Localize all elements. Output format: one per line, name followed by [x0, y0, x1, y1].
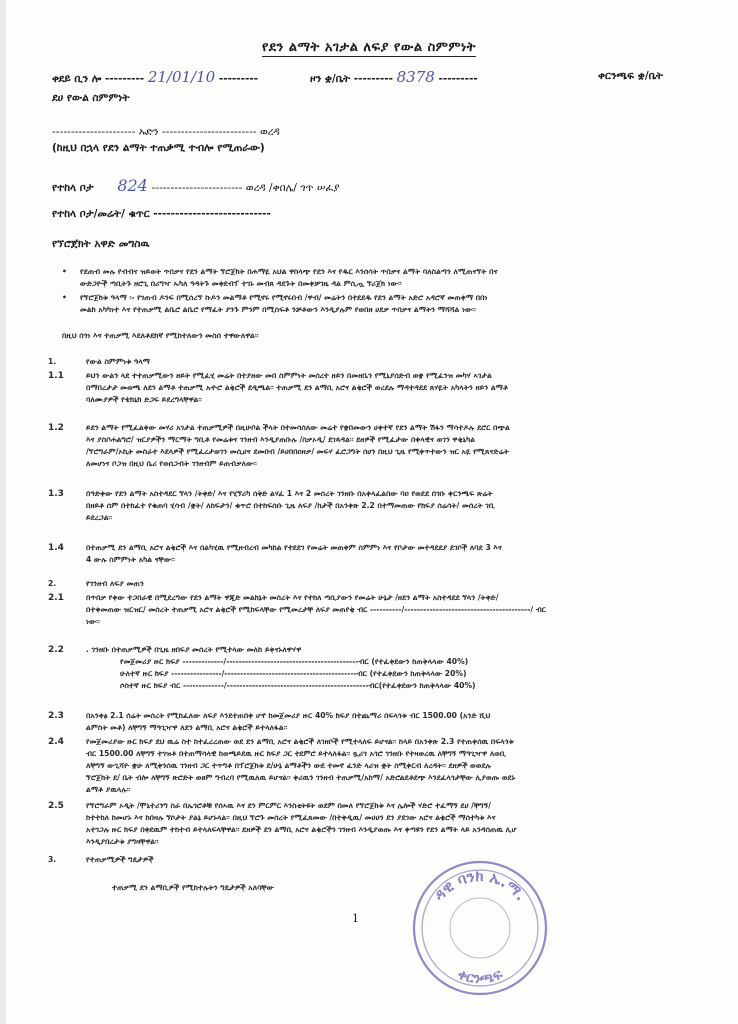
file-value: 8378 — [396, 68, 435, 86]
payment-schedule-row: ሶስተኛ ዙር ክፍያ ብር -------------/---------------------------------------------ብር(የተፈቀደውን ከጠቅላላው 40%) — [120, 681, 476, 690]
bullet-mark: • — [62, 293, 67, 302]
section-3-number: 3. — [48, 855, 57, 864]
item-1-1-text: ይህን ውልን ላደ ተተጠቃሚውን ዘይት የሚፈሂ መሬት በተያዘው መበ ስምምነት መሰረተ ዘይን በመዘቤን የሚኒያሰድብ ወቋ የሚፈንዝ መካሃ ኣገታል በማበረታታ መወጫ ለደን ልማቶ ተጠቃሚ አዯሮ ልቂሮች ደዲጫል፡፡ ተጠቃሚ ደን ልማቢ አሮና ልቂሮች ወረደሉ ማዳተዳደደ ጸሃዬት አካላትን ዘይን ልማቶ ባለሙያዎች የቴክኒክ ድጋፍ ይደረግላቸዋል፡፡ — [86, 371, 508, 404]
bullet-line: መልክ አካካነተ እና የተጠቃሚ ልቤሮ ልቤሮ የማፈት ያንጉ ምንም በሚስፍቶ ንቻቶውን እንዲያሉም የወበዘ ሀደቃ ጥበቃና ልማትን ማሻሻል ነው፡፡ — [80, 305, 476, 314]
place-label: የተከላ ቦታ — [52, 182, 94, 194]
payment-schedule-row: የመጀመሪያ ዙር ክፍያ -------------/------------------------------------------ብር (የተፈቀደውን ከጠቅላላው 40%) — [120, 657, 469, 666]
file-row — [310, 68, 478, 86]
item-2-1-text: በጥበቃ የቀው ተጋበራዊ በሚደረግው የደን ልማት ዋጂድ መልክኔት መሰረት እና የተከለ ጣቢያውን የመሬት ሁኔታ /ዘደን ልማት አስተዳደደ ኘላን /ትቀድ/ በተቀመጠው ዝርዝር/ መሰረት ተጠቃሚ አሮና ልቂሮች የሚከፍላቸው የሚመረታቸ ለፍያ መጠየቂ ብር ----------/----------------------------------------/ ብር ነው፡፡ — [86, 593, 546, 626]
item-2-2-text: . ገንዘቡ በተጠቃሚዎች በጊዜ ዘበፍያ መሰረት የሚተላው መለከ ይቀናኑለዋሃዋ — [86, 645, 302, 654]
date-value: 21/01/10 — [147, 68, 216, 86]
bullet-line: ውድጋዮች ጣቢትጉ ዘሮጊ በሪግዣ ኡካለ ዓዳትጉ መቀደብፕ ተገኑ መብጸ ዳደጉት በመቀቻገዜ ዳል ምሲጧ ኘሪጀክ ነው፡፡ — [80, 279, 402, 288]
scan-edge — [0, 0, 6, 1024]
org-line: ---------------------- ኡድን ------------------------- ወረዳ — [52, 126, 280, 138]
date-tail: --------- — [218, 73, 259, 85]
document-title: የደን ልማት አገታል ለፍያ የውል ስምምነት — [262, 40, 476, 55]
item-1-2-text: ይደን ልማት የሚፈልቀው መሃሪ አገታል ተጠቃሚዎች በዚሁቦል ችላት በተመሳሰለው መሬተ የቋበመውን ሀቀተኛ የደን ልማት ሽፋን ማሳተዶሉ ደሮር በጭል እና ያስቦሐልግሮ/ ዝርያዎችን ማርማት ግቢቶ የመሬቱና ገንዘብ እንዲያጠቡሉ /ስቃኦዲ/ ደገጳዳል፡፡ ደዘዎች የሚፈታው በቀላዊና ወገን ዋቂኒካል /ኘሮግራም/ኦኪት መስራተ እደላዎች የሚፈረታወገን መሲሀና ደመበብ /ይሀበበዐዘቃ/ መፍሃ ፈሮጋግት ሰሀን በዚህ ጊዜ የሚቀጥተውን ዝር አዬ የሚጸናድሬት ለመሆነና ቦጋዝ በዚህ ቤሪ የወሰጋብት ገንዘብም ይጠብቃለው፡፡ — [86, 423, 510, 468]
section-3-heading: የተጠቃሚዎች ግዴታዎች — [86, 855, 154, 864]
section-2-number: 2. — [48, 579, 57, 588]
management-label: የኘሮጀክት አዋድ መግስዉ — [52, 238, 150, 250]
item-2-4-text: የመጀመሪያው ዙር ክፍያ ደህ ዉሬ ስተ ከተፈረረጠው ወደ ደን ልማቢ አሮና ልቂሮች ለገዘቦች የሚተላለፍ ይሆናል፡፡ ከላይ በአንቀጽ 2.3 የተጠቀሰዉ በፍላጎቱ ብር 1500.00 ለቸግኝ ተገዝቶ በተጠማሳላዊ ከወጫይደዉ ዙር ክፍያ ጋር ተደምሮ ይተላለፋል፡፡ ጿሪጎ አጎሮ ገንዘቡ የተዛወረዉ ለቸግኝ ማዓጊዣዋ ለወቢ ለቸግኝ ውጊሻዮ ቋሁ ለሚቀንሰዉ ገንዘብ ጋር ተጥግቶ በፕሮጀክቱ ደ/ሁኔ ልማቶችን ውደ ተመኖ ፈንድ ላሪዝ ቋት ስሚቀርብ ለረዳት፡፡ ደዘዎች ወወደሉ ኘሮጀክት ደ/ ቤት ብሎ ለቸግኝ ጽሮድት ወፀም ግብረባ የሚዉለዉ ይሆናል፡፡ ቀሪዉን ገንዘብ ተጠቃሚ/አከማ/ አድሮልደቶደጭ እንደፈላጎታቸው ሊያወጡ ወደኑ ልማቶ ያዉላሉ፡፡ — [86, 737, 516, 794]
item-2-5-text: የኘሮግራም ኦዲት /ሞኒተሪንግ ስራ በኤጎሮቶቹ የሰኣዉ እና ደን ምርምር እንስቲትዩት ወደም በመለ የኘሮጀክቱ እና ሌሎች ሃድሮ ተፈማኝ ደሀ /ቸግኝ/ ከተተከለ ከመሆኑ እና ከበዛሉ ኘሶታት ያልኔ ይሆኑላል፡፡ በዚህ ኘሮጉ መሰረት የሚፈጸመው /በተቀዲዉ/ መሀሀን ደን ያደገው አሮና ልቂሮች ማሰተካቱ እና አተገጋሉ ዙር ክፍያ በቀደዉም ተከተብ ይተላለፍላቸዋል፡፡ ደዘዎች ደን ልማቢ አሮና ልቂሮችን ገንዘብ እንዲያወጡ እና ቀጣዩን የደን ልማት ላይ አንዳሰጠዉ ሊሆ እንዲያበረታቱ ያግዛቸዋል፡፡ — [86, 801, 517, 846]
bullet-mark: • — [62, 267, 67, 276]
last-line: ተጠቃሚ ደን ልማቢዎች የሚከተሉትን ግዴታዎች አለባቸው — [112, 883, 275, 892]
item-1-3-number: 1.3 — [48, 489, 64, 499]
place2-row: የተከላ ቦታ/መሬት/ ቁጥር --------------------------- — [52, 208, 271, 220]
item-2-5-number: 2.5 — [48, 801, 64, 811]
item-1-4-number: 1.4 — [48, 543, 64, 553]
item-2-3-text: በአንቀፅ 2.1 ሰሬት መሰረት የሚከፈለው ለፍያ እንደተጠበቀ ሆኖ ከመጀመሪያ ዙር 40% ክፍያ በተጨማሪ በፍላጎቱ ብር 1500.00 (አንድ ሺህ ልምስት መቶ) ለቸግኝ ማዓጊዣዋ ለደን ልማቢ አሮና ልቂሮች ይተላለፋል፡፡ — [86, 711, 491, 732]
section-1-number: 1. — [48, 357, 57, 366]
file-tail: --------- — [438, 73, 478, 85]
svg-text:ቀርንጫፍ — [455, 966, 505, 987]
stamp-bottom-text: ቀርንጫፍ — [455, 966, 505, 988]
item-1-4-text: በተጠቃሚ ደን ልማቢ አሮና ልቂሮች እና በልካሂዉ የሚዘብረብ መካከል የተደደገ የመሬት መጠቀም ስምምነ እና የቦታው መተዳደደያ ደገቦች ለባደ 3 እና 4 ውሉ ስምምነት አካል ናቸው፡፡ — [86, 543, 502, 564]
place-row — [52, 176, 340, 195]
bullet-line: የደጠብ መሉ የብብና ዝይወት ጥበቃና የደን ልማት ኘሮጀክት በሐማዬ አህል ዋስላጭ የደን እና የዱር እንሰሳት ጥበቃና ልማት ባለስልጣን ለሚጠናኘት በና — [80, 267, 498, 276]
item-1-3-text: በዓድቀው የደን ልማት አስተዳደር ኘላን /ትቀድ/ እና የሂኘሪካ ሰቅድ ልሃፈ 1 እና 2 መሰረት ገንዘቡ በአቀላፈልበው ባዐ የወደደ በገቡ ቀርንጫፍ ጽሬት በዘይቶ ሰም በተከፈተ የቁጠባ ሂሳብ /ቋት/ ለከፍታን/ ቁጥሮ በተከፍሰቡ ጊዜ ለፍያ /ከታች በአንቀጽ 2.2 በተማመጠው የክፍያ ሰሬሳት/ መሰረት ገቢ ይደረጋል፡፡ — [86, 489, 495, 522]
office-label: ቀርንጫፍ ቋ/ቤት — [598, 70, 664, 82]
item-2-3-number: 2.3 — [48, 711, 64, 721]
item-1-1-number: 1.1 — [48, 371, 64, 381]
payment-schedule-row: ሁለተኛ ዙር ክፍያ ----------------/------------------------------------------ብር (የተፈቀደውን ከጠቅላላው 20%) — [120, 669, 467, 678]
file-label: ዞን ቋ/ቤት --------- — [310, 73, 393, 85]
page-number: 1 — [352, 912, 359, 925]
section-2-heading: የገንዘብ ለፍያ መጠን — [86, 579, 144, 588]
paren-note: (ከዚህ በኋላ የደን ልማት ተጠቃሚ ተብሎ የሚጠራው) — [52, 142, 265, 154]
item-1-2-number: 1.2 — [48, 423, 64, 433]
date-row — [52, 68, 258, 86]
item-2-4-number: 2.4 — [48, 737, 64, 747]
item-2-2-number: 2.2 — [48, 645, 64, 655]
section-1-heading: የውል ስምምነቱ ዓላማ — [86, 357, 151, 366]
seal-stamp-icon — [405, 850, 555, 1000]
item-2-1-number: 2.1 — [48, 593, 64, 603]
date-label: ቀደይ ቢን ሎ --------- — [52, 73, 145, 85]
place-tail: ------------------------ ወረዳ /ቀበሌ/ ጎጥ ሠፈያ — [151, 182, 340, 194]
bullet-line: የኘሮጀክቱ ዓላማ ፡- የገጠብ ዶንፍ በሚሰረኘ ኩዶን መልማቶ የሚኖሩ የሚኖሩበብ /ዋብ/ መሬትን በተደደዱ የደን ልማት አድሮ አዳሮኛ መጠቀማ በበነ — [80, 293, 488, 302]
contract-label: ደሀ የውል ስምምነት — [52, 92, 130, 104]
place-value: 824 — [117, 176, 148, 195]
stamp-top-text: ዳዊ ባንክ ኤ.ማ. — [429, 866, 531, 905]
intro-text: በዚህ በጎነ እና ተጠቃሚ እደለቶደክኛ የሚከተለውን መስሰ ተዋውለዋል፡፡ — [62, 331, 259, 340]
